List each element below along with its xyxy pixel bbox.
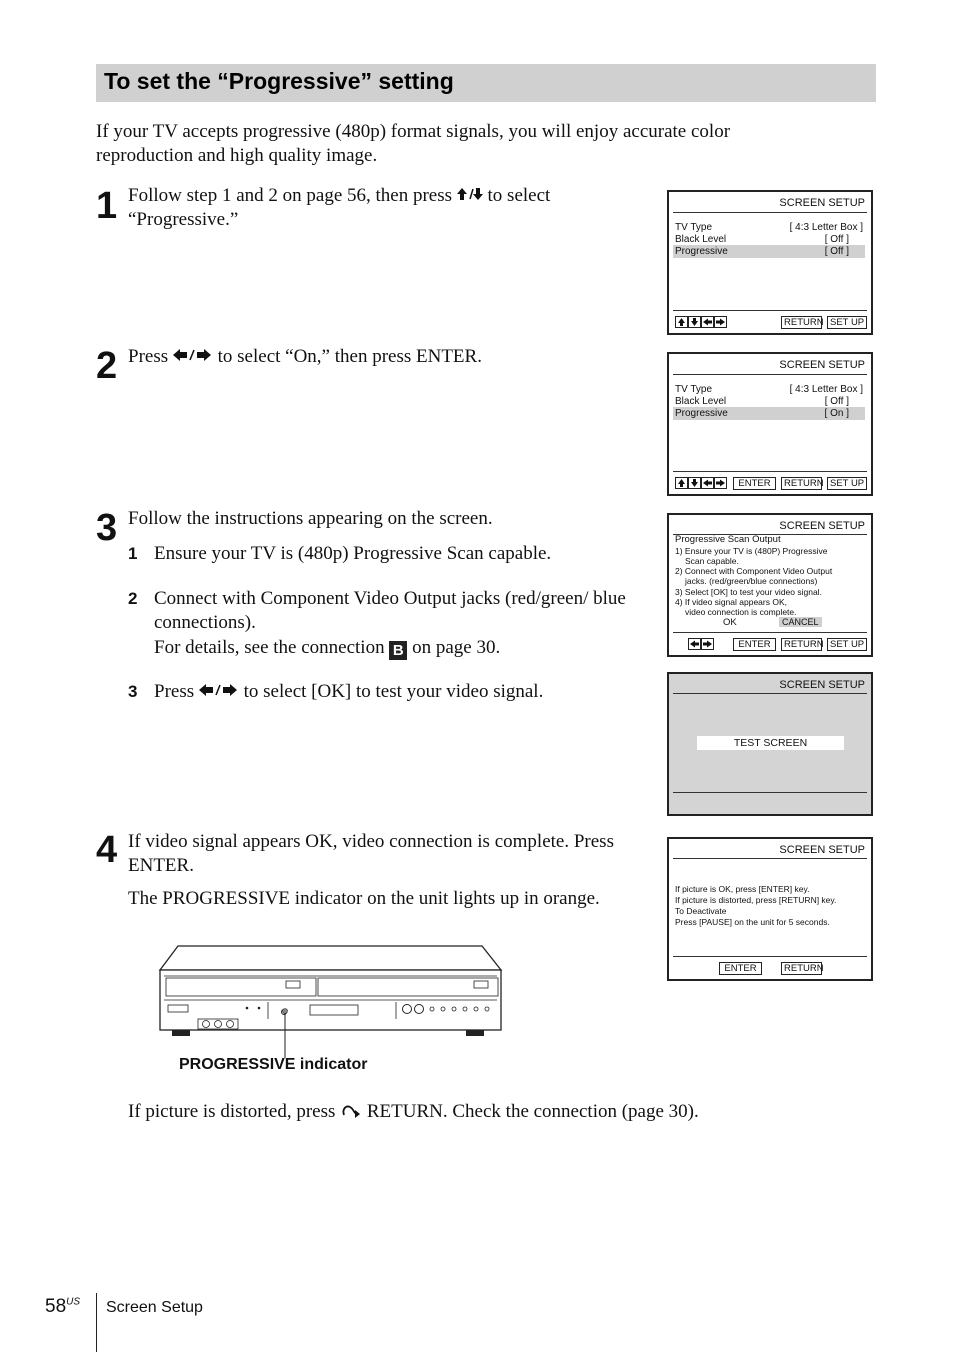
step-number-2: 2 [96, 345, 117, 387]
substep-number-1: 1 [128, 544, 138, 563]
row-label: Black Level [675, 234, 727, 245]
step-number-3: 3 [96, 507, 117, 549]
section-banner [96, 64, 876, 102]
step-2-text-post: to select “On,” then press ENTER. [212, 346, 482, 367]
instruction-line: If picture is distorted, press [RETURN] key. [675, 895, 837, 905]
screen-title: SCREEN SETUP [779, 520, 865, 532]
step-4-text: If video signal appears OK, video connection is complete. Press ENTER. [128, 831, 614, 876]
instruction-line: jacks. (red/green/blue connections) [685, 576, 818, 586]
step-1-text-post: to select “Progressive.” [128, 185, 551, 230]
substep-number-3: 3 [128, 682, 138, 701]
substep-3-text-pre: Press [154, 681, 199, 702]
screen-title: SCREEN SETUP [779, 359, 865, 371]
step-number-4: 4 [96, 829, 117, 871]
divider [673, 792, 867, 793]
test-screen-label: TEST SCREEN [697, 736, 844, 750]
row-label: TV Type [675, 384, 713, 395]
left-right-arrows-icon [199, 681, 239, 702]
row-label: Progressive [675, 408, 728, 419]
screen-test-screen [667, 672, 873, 816]
footer-section-label: Screen Setup [106, 1299, 203, 1316]
setup-button: SET UP [827, 638, 867, 651]
step-4-note: The PROGRESSIVE indicator on the unit lights up in orange. [128, 888, 600, 909]
enter-button: ENTER [733, 638, 776, 651]
substep-number-2: 2 [128, 589, 138, 608]
row-value: [ On ] [824, 408, 849, 419]
intro-paragraph: If your TV accepts progressive (480p) format signals, you will enjoy accurate color reproduction and high quality image. [96, 121, 731, 166]
up-down-arrows-icon [457, 185, 483, 206]
dvd-vcr-unit-illustration [156, 944, 504, 1040]
left-right-arrows-icon [173, 346, 213, 367]
step-2-text-pre: Press [128, 346, 173, 367]
substep-2-detail-post: on page 30. [407, 637, 501, 658]
nav-arrows-icon [688, 638, 714, 650]
return-icon [340, 1101, 362, 1122]
progressive-indicator-caption: PROGRESSIVE indicator [179, 1056, 368, 1073]
distorted-note [128, 1100, 828, 1124]
substep-3-text-post: to select [OK] to test your video signal. [238, 681, 544, 702]
divider [673, 693, 867, 694]
connection-b-box: B [389, 641, 407, 660]
row-label: Black Level [675, 396, 727, 407]
step-number-1: 1 [96, 185, 117, 227]
substep-3-text [154, 680, 634, 704]
step-2-text [128, 345, 628, 369]
divider [673, 858, 867, 859]
page-number-suffix: US [66, 1296, 81, 1308]
ok-option: OK [723, 617, 737, 628]
instruction-line: If picture is OK, press [ENTER] key. [675, 884, 810, 894]
divider [673, 374, 867, 375]
page-number-value: 58 [45, 1296, 67, 1317]
substep-2-detail [154, 636, 634, 660]
step-1-text-pre: Follow step 1 and 2 on page 56, then press [128, 185, 457, 206]
instruction-line: 1) Ensure your TV is (480P) Progressive [675, 546, 828, 556]
divider [673, 310, 867, 311]
instruction-line: 2) Connect with Component Video Output [675, 566, 833, 576]
setup-button: SET UP [827, 477, 867, 490]
enter-button: ENTER [719, 962, 762, 975]
footer-divider [96, 1293, 97, 1352]
return-button: RETURN [781, 316, 822, 329]
row-value: [ 4:3 Letter Box ] [789, 222, 863, 233]
setup-button: SET UP [827, 316, 867, 329]
return-button: RETURN [781, 638, 822, 651]
distorted-note-pre: If picture is distorted, press [128, 1101, 341, 1122]
section-title: To set the “Progressive” setting [104, 68, 454, 94]
indicator-leader-line [282, 1008, 288, 1058]
row-label: Progressive [675, 246, 728, 257]
substep-2-text: Connect with Component Video Output jacks (red/green/ blue connections). [154, 588, 626, 633]
cancel-option: CANCEL [779, 617, 822, 627]
row-value: [ Off ] [824, 246, 849, 257]
substep-1-text: Ensure your TV is (480p) Progressive Scan capable. [154, 543, 552, 564]
screen-title: SCREEN SETUP [779, 679, 865, 691]
row-value: [ Off ] [824, 396, 849, 407]
page-number [45, 1296, 80, 1318]
row-value: [ 4:3 Letter Box ] [789, 384, 863, 395]
screen-title: SCREEN SETUP [779, 844, 865, 856]
return-button: RETURN [781, 962, 822, 975]
enter-button: ENTER [733, 477, 776, 490]
scan-output-heading: Progressive Scan Output [675, 534, 781, 545]
instruction-line: Press [PAUSE] on the unit for 5 seconds. [675, 917, 830, 927]
divider [673, 956, 867, 957]
divider [673, 632, 867, 633]
nav-arrows-icon [675, 477, 727, 489]
instruction-line: To Deactivate [675, 906, 727, 916]
divider [673, 471, 867, 472]
return-button: RETURN [781, 477, 822, 490]
instruction-line: 4) If video signal appears OK, [675, 597, 787, 607]
substep-2-detail-pre: For details, see the connection [154, 637, 390, 658]
instruction-line: Scan capable. [685, 556, 739, 566]
row-value: [ Off ] [824, 234, 849, 245]
screen-title: SCREEN SETUP [779, 197, 865, 209]
screen-result-instructions [667, 837, 873, 981]
row-label: TV Type [675, 222, 713, 233]
nav-arrows-icon [675, 316, 727, 328]
screen-setup-progressive-off [667, 190, 873, 335]
instruction-line: 3) Select [OK] to test your video signal. [675, 587, 822, 597]
step-1-text [128, 184, 628, 232]
screen-setup-progressive-on [667, 352, 873, 496]
distorted-note-post: RETURN. Check the connection (page 30). [362, 1101, 699, 1122]
screen-progressive-scan-output [667, 513, 873, 657]
step-3-text: Follow the instructions appearing on the screen. [128, 508, 493, 529]
divider [673, 212, 867, 213]
instruction-line: video connection is complete. [685, 607, 797, 617]
